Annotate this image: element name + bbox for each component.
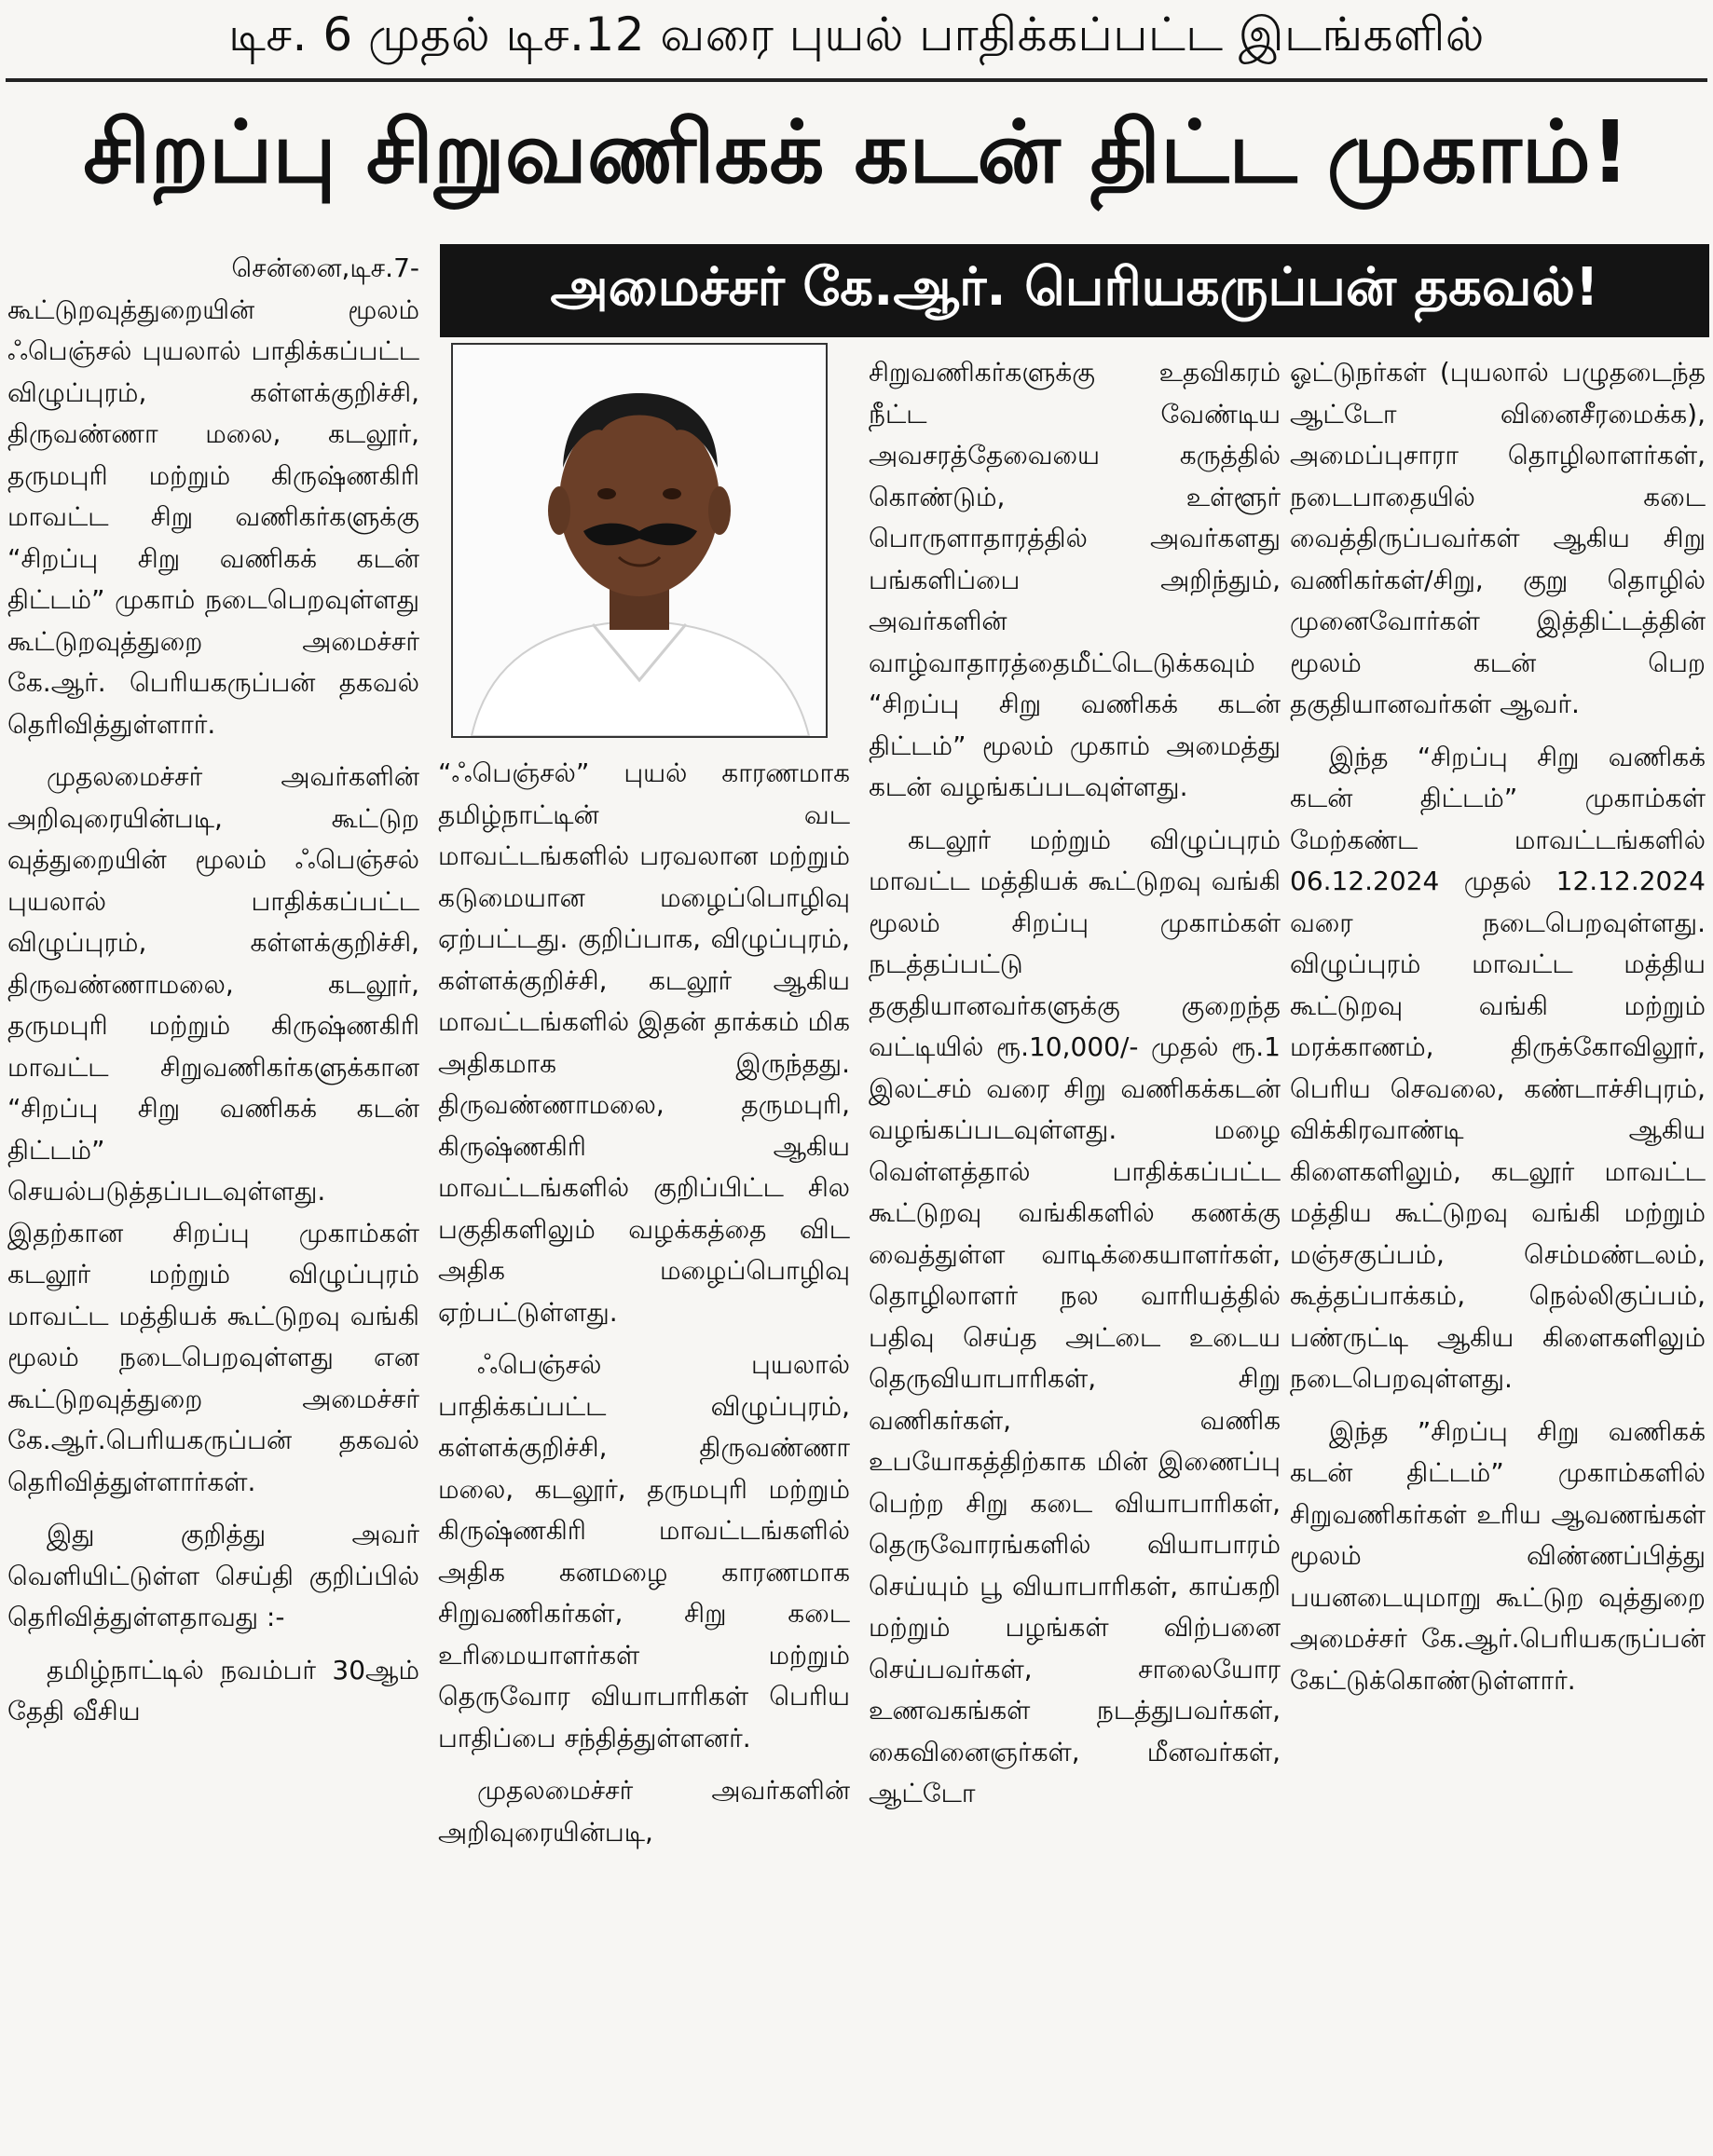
paragraph: தமிழ்நாட்டில் நவம்பர் 30ஆம் தேதி வீசிய xyxy=(7,1654,419,1726)
paragraph: சிறுவணிகர்களுக்கு உதவிகரம் நீட்ட வேண்டிய அவசரத்தேவையை கருத்தில் கொண்டும், உள்ளூர் பொருளாதாரத்தில் அவர்களது பங்களிப்பை அறிந்தும், அவர்களின் வாழ்வாதாரத்தைமீட்டெடுக்கவும் “சிறப்பு சிறு வணிகக் கடன் திட்டம்” மூலம் முகாம் அமைத்து கடன் வழங்கப்படவுள்ளது. xyxy=(869,357,1281,802)
paragraph: இது குறித்து அவர் வெளியிட்டுள்ள செய்தி குறிப்பில் தெரிவித்துள்ளதாவது :- xyxy=(7,1519,419,1632)
paragraph: “ஃபெஞ்சல்” புயல் காரணமாக தமிழ்நாட்டின் வட மாவட்டங்களில் பரவலான மற்றும் கடுமையான மழைப்பொழிவு ஏற்பட்டது. குறிப்பாக, விழுப்புரம், கள்ளக்குறிச்சி, கடலூர் ஆகிய மாவட்டங்களில் இதன் தாக்கம் மிக அதிகமாக இருந்தது. திருவண்ணாமலை, தருமபுரி, கிருஷ்ணகிரி ஆகிய மாவட்டங்களில் குறிப்பிட்ட சில பகுதிகளிலும் வழக்கத்தை விட அதிக மழைப்பொழிவு ஏற்பட்டுள்ளது. xyxy=(438,757,850,1328)
article-column-4 xyxy=(1290,352,1706,2152)
portrait-icon xyxy=(453,345,826,736)
paragraph: முதலமைச்சர் அவர்களின் அறிவுரையின்படி, xyxy=(438,1775,850,1848)
paragraph: கடலூர் மற்றும் விழுப்புரம் மாவட்ட மத்தியக் கூட்டுறவு வங்கி மூலம் சிறப்பு முகாம்கள் நடத்தப்பட்டு தகுதியானவர்களுக்கு குறைந்த வட்டியில் ரூ.10,000/- முதல் ரூ.1 இலட்சம் வரை சிறு வணிகக்கடன் வழங்கப்படவுள்ளது. மழை வெள்ளத்தால் பாதிக்கப்பட்ட கூட்டுறவு வங்கிகளில் கணக்கு வைத்துள்ள வாடிக்கையாளர்கள், தொழிலாளர் நல வாரியத்தில் பதிவு செய்த அட்டை உடைய தெருவியாபாரிகள், சிறு வணிகர்கள், வணிக உபயோகத்திற்காக மின் இணைப்பு பெற்ற சிறு கடை வியாபாரிகள், தெருவோரங்களில் வியாபாரம் செய்யும் பூ வியாபாரிகள், காய்கறி மற்றும் பழங்கள் விற்பனை செய்பவர்கள், சாலையோர உணவகங்கள் நடத்துபவர்கள், கைவினைஞர்கள், மீனவர்கள், ஆட்டோ xyxy=(869,824,1281,1808)
main-headline: சிறப்பு சிறுவணிகக் கடன் திட்ட முகாம்! xyxy=(83,102,1630,202)
minister-portrait-photo xyxy=(451,343,828,738)
paragraph: இந்த ”சிறப்பு சிறு வணிகக் கடன் திட்டம்” முகாம்களில் சிறுவணிகர்கள் உரிய ஆவணங்கள் மூலம் விண்ணப்பித்து பயனடையுமாறு கூட்டுற வுத்துறை அமைச்சர் கே.ஆர்.பெரியகருப்பன் கேட்டுக்கொண்டுள்ளார். xyxy=(1290,1415,1706,1696)
paragraph: இந்த “சிறப்பு சிறு வணிகக் கடன் திட்டம்” முகாம்கள் மேற்கண்ட மாவட்டங்களில் 06.12.2024 முதல் 12.12.2024 வரை நடைபெறவுள்ளது. விழுப்புரம் மாவட்ட மத்திய கூட்டுறவு வங்கி மற்றும் மரக்காணம், திருக்கோவிலூர், பெரிய செவலை, கண்டாச்சிபுரம், விக்கிரவாண்டி ஆகிய கிளைகளிலும், கடலூர் மாவட்ட மத்திய கூட்டுறவு வங்கி மற்றும் மஞ்சகுப்பம், செம்மண்டலம், கூத்தப்பாக்கம், நெல்லிகுப்பம், பண்ருட்டி ஆகிய கிளைகளிலும் நடைபெறவுள்ளது. xyxy=(1290,741,1706,1394)
paragraph: ஃபெஞ்சல் புயலால் பாதிக்கப்பட்ட விழுப்புரம், கள்ளக்குறிச்சி, திருவண்ணா மலை, கடலூர், தருமபுரி மற்றும் கிருஷ்ணகிரி மாவட்டங்களில் அதிக கனமழை காரணமாக சிறுவணிகர்கள், சிறு கடை உரிமையாளர்கள் மற்றும் தெருவோர வியாபாரிகள் பெரிய பாதிப்பை சந்தித்துள்ளனர். xyxy=(438,1349,850,1753)
paragraph: ஓட்டுநர்கள் (புயலால் பழுதடைந்த ஆட்டோ வினைசீரமைக்க), அமைப்புசாரா தொழிலாளர்கள், நடைபாதையில் கடை வைத்திருப்பவர்கள் ஆகிய சிறு வணிகர்கள்/சிறு, குறு தொழில் முனைவோர்கள் இத்திட்டத்தின் மூலம் கடன் பெற தகுதியானவர்கள் ஆவர். xyxy=(1290,357,1706,719)
article-column-2 xyxy=(438,753,850,2150)
sub-headline-banner: அமைச்சர் கே.ஆர். பெரியகருப்பன் தகவல்! xyxy=(440,244,1709,337)
kicker-headline: டிச. 6 முதல் டிச.12 வரை புயல் பாதிக்கப்பட்ட இடங்களில் xyxy=(228,7,1485,61)
article-column-3 xyxy=(869,352,1281,2152)
paragraph: முதலமைச்சர் அவர்களின் அறிவுரையின்படி, கூட்டுற வுத்துறையின் மூலம் ஃபெஞ்சல் புயலால் பாதிக்கப்பட்ட விழுப்புரம், கள்ளக்குறிச்சி, திருவண்ணாமலை, கடலூர், தருமபுரி மற்றும் கிருஷ்ணகிரி மாவட்ட சிறுவணிகர்களுக்கான “சிறப்பு சிறு வணிகக் கடன் திட்டம்” செயல்படுத்தப்படவுள்ளது. இதற்கான சிறப்பு முகாம்கள் கடலூர் மற்றும் விழுப்புரம் மாவட்ட மத்தியக் கூட்டுறவு வங்கி மூலம் நடைபெறவுள்ளது என கூட்டுறவுத்துறை அமைச்சர் கே.ஆர்.பெரியகருப்பன் தகவல் தெரிவித்துள்ளார்கள். xyxy=(7,761,419,1497)
paragraph: கூட்டுறவுத்துறையின் மூலம் ஃபெஞ்சல் புயலால் பாதிக்கப்பட்ட விழுப்புரம், கள்ளக்குறிச்சி, திருவண்ணா மலை, கடலூர், தருமபுரி மற்றும் கிருஷ்ணகிரி மாவட்ட சிறு வணிகர்களுக்கு “சிறப்பு சிறு வணிகக் கடன் திட்டம்” முகாம் நடைபெறவுள்ளது கூட்டுறவுத்துறை அமைச்சர் கே.ஆர். பெரியகருப்பன் தகவல் தெரிவித்துள்ளார். xyxy=(7,293,419,740)
dateline: சென்னை,டிச.7- xyxy=(231,252,419,283)
kicker-rule xyxy=(6,78,1707,82)
article-column-1 xyxy=(7,248,419,2152)
